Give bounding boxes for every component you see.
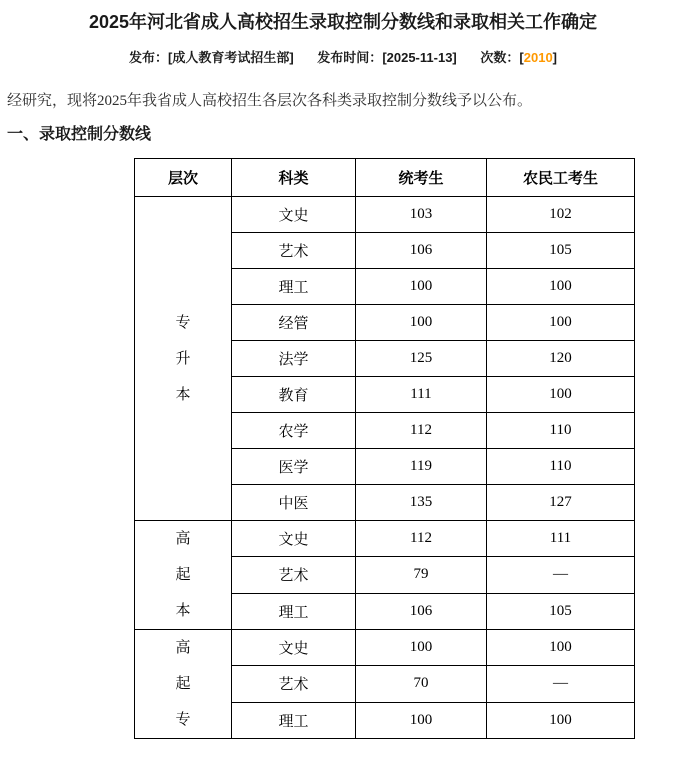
level-cell — [135, 630, 232, 739]
migrant-score-cell: 105 — [487, 593, 635, 629]
migrant-score-cell: 100 — [487, 630, 635, 666]
general-score-cell: 119 — [356, 449, 487, 485]
publisher-value: [成人教育考试招生部] — [168, 50, 294, 65]
level-label: 专升本 — [175, 314, 191, 403]
page-title: 2025年河北省成人高校招生录取控制分数线和录取相关工作确定 — [88, 12, 598, 32]
views — [480, 50, 557, 65]
meta-line — [0, 49, 686, 66]
category-cell: 医学 — [232, 449, 356, 485]
views-label: 次数： — [480, 50, 520, 65]
migrant-score-cell: 110 — [487, 413, 635, 449]
migrant-score-cell: 100 — [487, 269, 635, 305]
general-score-cell: 100 — [356, 269, 487, 305]
migrant-score-cell: 100 — [487, 377, 635, 413]
section-heading: 一、录取控制分数线 — [7, 126, 152, 143]
views-bracket-open: [ — [519, 50, 524, 65]
category-cell: 理工 — [232, 702, 356, 738]
migrant-score-cell: 105 — [487, 233, 635, 269]
header-cell-general: 统考生 — [356, 159, 487, 197]
category-cell: 经管 — [232, 305, 356, 341]
general-score-cell: 135 — [356, 485, 487, 521]
category-cell: 文史 — [232, 630, 356, 666]
migrant-score-cell: 120 — [487, 341, 635, 377]
migrant-score-cell: 127 — [487, 485, 635, 521]
category-cell: 理工 — [232, 593, 356, 629]
migrant-score-cell: 100 — [487, 702, 635, 738]
publisher-label: 发布： — [128, 50, 168, 65]
intro-paragraph: 经研究，现将2025年我省成人高校招生各层次各科类录取控制分数线予以公布。 — [7, 93, 533, 109]
general-score-cell: 103 — [356, 197, 487, 233]
migrant-score-cell: — — [487, 557, 635, 593]
table-body — [135, 197, 635, 739]
general-score-cell: 125 — [356, 341, 487, 377]
migrant-score-cell: 102 — [487, 197, 635, 233]
level-cell — [135, 197, 232, 521]
general-score-cell: 70 — [356, 666, 487, 702]
publish-time — [317, 50, 456, 65]
level-cell — [135, 521, 232, 630]
table-row — [135, 521, 635, 557]
general-score-cell: 112 — [356, 521, 487, 557]
general-score-cell: 111 — [356, 377, 487, 413]
category-cell: 文史 — [232, 197, 356, 233]
table-header-row — [135, 159, 635, 197]
general-score-cell: 79 — [356, 557, 487, 593]
header-cell-category: 科类 — [232, 159, 356, 197]
general-score-cell: 100 — [356, 305, 487, 341]
publisher — [129, 50, 294, 65]
general-score-cell: 100 — [356, 702, 487, 738]
category-cell: 农学 — [232, 413, 356, 449]
views-bracket-close: ] — [552, 50, 558, 65]
publish-time-label: 发布时间： — [317, 50, 383, 65]
header-cell-level: 层次 — [135, 159, 232, 197]
publish-time-value: [2025-11-13] — [382, 50, 457, 65]
general-score-cell: 106 — [356, 593, 487, 629]
category-cell: 教育 — [232, 377, 356, 413]
category-cell: 理工 — [232, 269, 356, 305]
general-score-cell: 112 — [356, 413, 487, 449]
migrant-score-cell: 110 — [487, 449, 635, 485]
announcement-page — [0, 10, 686, 759]
views-count: 2010 — [523, 50, 553, 65]
general-score-cell: 100 — [356, 630, 487, 666]
scores-table — [134, 158, 635, 739]
level-label: 高起专 — [175, 640, 191, 728]
table-row — [135, 197, 635, 233]
general-score-cell: 106 — [356, 233, 487, 269]
category-cell: 艺术 — [232, 557, 356, 593]
category-cell: 中医 — [232, 485, 356, 521]
migrant-score-cell: — — [487, 666, 635, 702]
table-row — [135, 630, 635, 666]
migrant-score-cell: 111 — [487, 521, 635, 557]
category-cell: 文史 — [232, 521, 356, 557]
category-cell: 法学 — [232, 341, 356, 377]
level-label: 高起本 — [175, 531, 191, 619]
migrant-score-cell: 100 — [487, 305, 635, 341]
category-cell: 艺术 — [232, 666, 356, 702]
category-cell: 艺术 — [232, 233, 356, 269]
header-cell-migrant: 农民工考生 — [487, 159, 635, 197]
